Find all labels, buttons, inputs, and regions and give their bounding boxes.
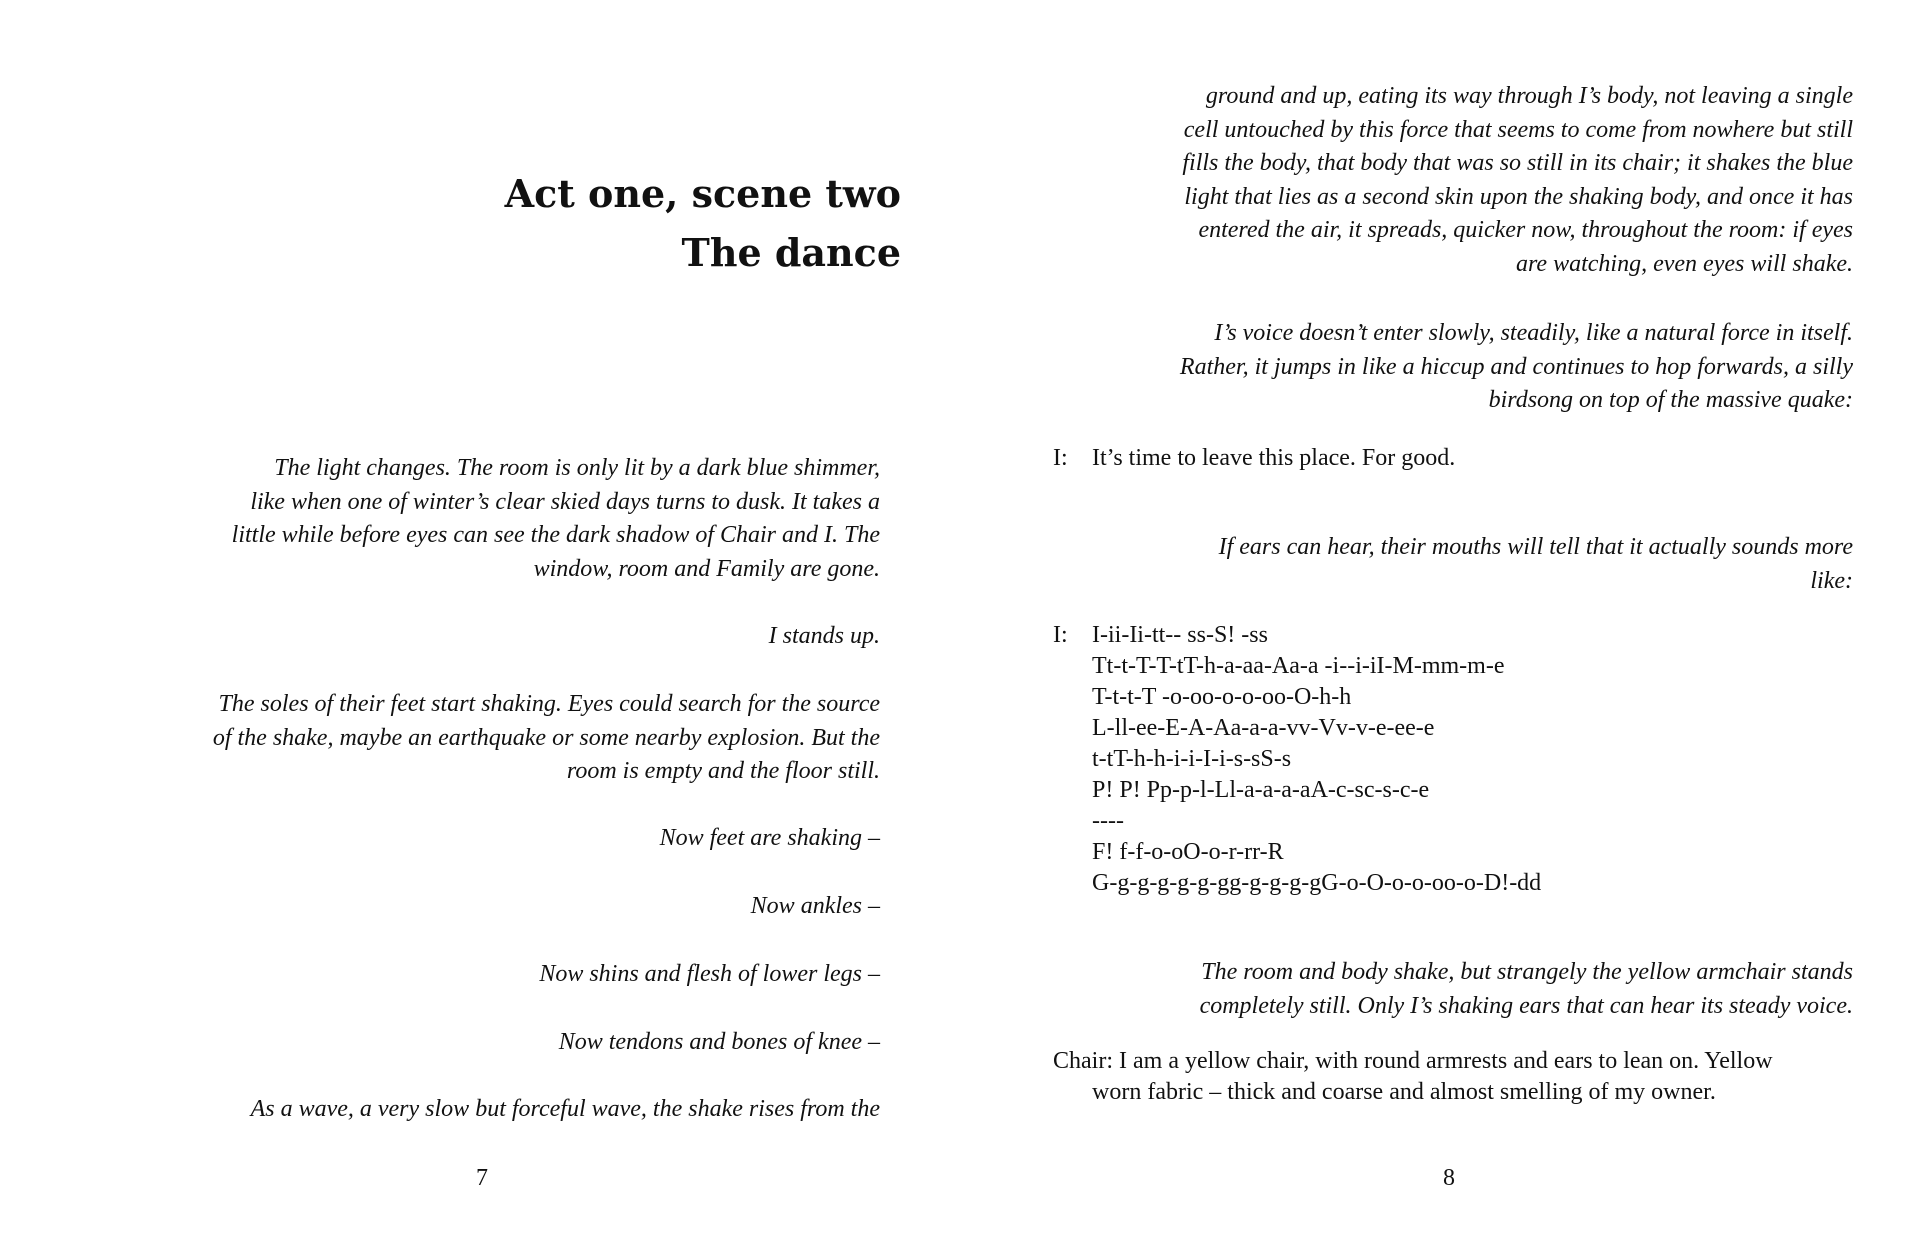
dialogue-line: G-g-g-g-g-g-gg-g-g-g-gG-o-O-o-o-oo-o-D!-dd	[1092, 870, 1542, 896]
dialogue-line: t-tT-h-h-i-i-I-i-s-sS-s	[1092, 746, 1292, 772]
text-line: completely still. Only I’s shaking ears that can hear its steady voice.	[1199, 992, 1853, 1019]
text-line: birdsong on top of the massive quake:	[1488, 387, 1853, 413]
text-line: Now tendons and bones of knee –	[558, 1029, 880, 1055]
heading-line-1: Act one, scene two	[504, 171, 901, 216]
stage-direction-knee	[160, 1026, 880, 1060]
text-line: like when one of winter’s clear skied days turns to dusk. It takes a	[250, 488, 880, 515]
stage-direction-wave	[160, 1093, 880, 1127]
right-page	[963, 0, 1926, 1247]
text-line: The soles of their feet start shaking. Eyes could search for the source	[218, 691, 880, 717]
text-line: light that lies as a second skin upon the shaking body, and once it has	[1184, 183, 1853, 210]
text-line: The light changes. The room is only lit by a dark blue shimmer,	[274, 455, 880, 481]
dialogue-text: It’s time to leave this place. For good.	[1092, 445, 1456, 471]
page-number: 7	[476, 1165, 488, 1191]
text-line: fills the body, that body that was so still in its chair; it shakes the blue	[1182, 150, 1853, 176]
speaker-label: I:	[1053, 445, 1068, 471]
text-line: entered the air, it spreads, quicker now, throughout the room: if eyes	[1198, 217, 1853, 243]
text-line: If ears can hear, their mouths will tell that it actually sounds more	[1218, 534, 1853, 560]
text-line: Now feet are shaking –	[659, 825, 880, 851]
stage-direction-voice	[1053, 317, 1853, 418]
speaker-label: I:	[1053, 622, 1068, 648]
stage-direction-ground	[1053, 80, 1853, 281]
text-line: like:	[1810, 567, 1853, 594]
text-line: I stands up.	[768, 623, 880, 649]
text-line: I’s voice doesn’t enter slowly, steadily, like a natural force in itself.	[1214, 320, 1853, 346]
stage-direction-shins	[160, 958, 880, 992]
dialogue-line: Tt-t-T-T-tT-h-a-aa-Aa-a -i--i-iI-M-mm-m-e	[1092, 653, 1505, 679]
dialogue-line: P! P! Pp-p-l-Ll-a-a-a-aA-c-sc-s-c-e	[1092, 777, 1430, 803]
dialogue-line: T-t-t-T -o-oo-o-o-oo-O-h-h	[1092, 684, 1352, 710]
dialogue-line: I-ii-Ii-tt-- ss-S! -ss	[1092, 622, 1268, 648]
speaker-label: Chair:	[1053, 1048, 1113, 1074]
dialogue-line: worn fabric – thick and coarse and almost smelling of my owner.	[1092, 1079, 1716, 1105]
stage-direction-ears	[1053, 531, 1853, 598]
text-line: of the shake, maybe an earthquake or some nearby explosion. But the	[212, 724, 880, 751]
dialogue-line: F! f-f-o-oO-o-r-rr-R	[1092, 839, 1284, 865]
text-line: Now shins and flesh of lower legs –	[539, 961, 880, 987]
text-line: cell untouched by this force that seems to come from nowhere but still	[1183, 116, 1853, 143]
text-line: As a wave, a very slow but forceful wave, the shake rises from the	[250, 1096, 880, 1122]
dialogue-i-1	[1053, 443, 1873, 474]
stage-direction-feet	[160, 822, 880, 856]
text-line: little while before eyes can see the dark shadow of Chair and I. The	[231, 522, 880, 548]
stage-direction-light	[160, 452, 880, 586]
scene-heading	[401, 164, 901, 282]
stage-direction-stands	[160, 620, 880, 654]
page-number: 8	[1443, 1165, 1455, 1191]
dialogue-chair	[1053, 1046, 1873, 1108]
stage-direction-ankles	[160, 890, 880, 924]
left-page	[0, 0, 963, 1247]
dialogue-line: ----	[1092, 808, 1124, 834]
stage-direction-soles	[160, 688, 880, 789]
text-line: ground and up, eating its way through I’s body, not leaving a single	[1205, 83, 1853, 109]
text-line: Now ankles –	[750, 893, 880, 919]
text-line: are watching, even eyes will shake.	[1515, 250, 1853, 277]
text-line: room is empty and the floor still.	[566, 758, 880, 784]
dialogue-line: L-ll-ee-E-A-Aa-a-a-vv-Vv-v-e-ee-e	[1092, 715, 1435, 741]
stage-direction-room-shake	[1053, 956, 1853, 1023]
heading-line-2: The dance	[681, 230, 901, 275]
text-line: window, room and Family are gone.	[533, 555, 880, 582]
dialogue-line: I am a yellow chair, with round armrests and ears to lean on. Yellow	[1119, 1048, 1773, 1074]
dialogue-i-2	[1053, 620, 1873, 899]
text-line: Rather, it jumps in like a hiccup and continues to hop forwards, a silly	[1179, 353, 1853, 380]
text-line: The room and body shake, but strangely the yellow armchair stands	[1201, 959, 1853, 985]
